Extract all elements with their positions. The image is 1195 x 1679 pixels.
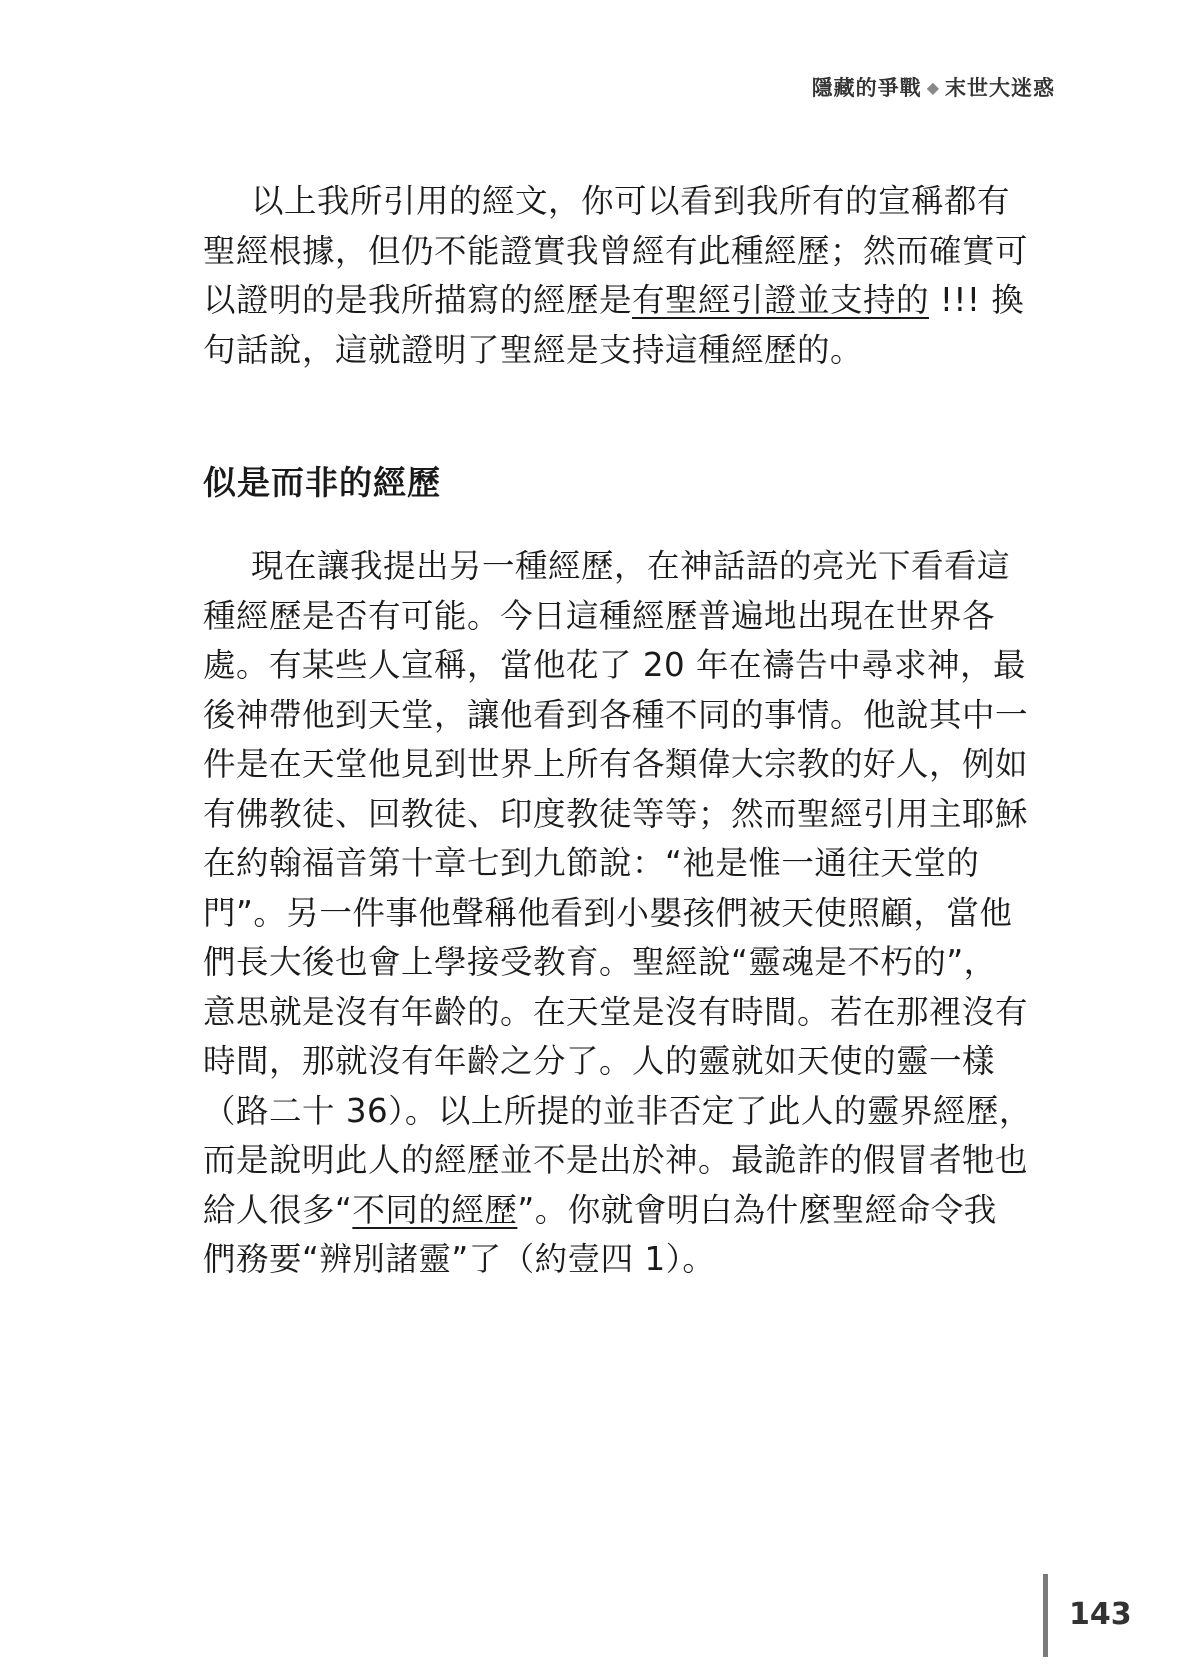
- paragraph-line: 件是在天堂他見到世界上所有各類偉大宗教的好人，例如: [203, 745, 1029, 783]
- underlined-phrase: 有聖經引證並支持的: [632, 281, 930, 319]
- running-header: [812, 72, 1055, 102]
- paragraph-line: 聖經根據，但仍不能證實我曾經有此種經歷；然而確實可: [203, 231, 1029, 270]
- paragraph-line: [203, 1186, 1048, 1236]
- diamond-separator-icon: ◆: [926, 78, 940, 97]
- folio-bar: [1043, 1574, 1048, 1657]
- line-text: 以證明的是我所描寫的經歷是: [203, 281, 633, 319]
- paragraph-line: 以上我所引用的經文，你可以看到我所有的宣稱都有: [251, 182, 1011, 220]
- line-text: !!! 換: [929, 281, 1025, 319]
- paragraph-1: [203, 177, 1048, 375]
- page-body: [203, 177, 1048, 1285]
- paragraph-line: 後神帶他到天堂，讓他看到各種不同的事情。他說其中一: [203, 695, 1029, 734]
- paragraph-line: 句話說，這就證明了聖經是支持這種經歷的。: [203, 330, 864, 369]
- paragraph-line: 們長大後也會上學接受教育。聖經說“靈魂是不朽的”，: [203, 943, 997, 981]
- paragraph-line: 時間，那就沒有年齡之分了。人的靈就如天使的靈一樣: [203, 1042, 996, 1080]
- paragraph-line: 種經歷是否有可能。今日這種經歷普遍地出現在世界各: [203, 596, 996, 635]
- page-number: 143: [1069, 1597, 1132, 1632]
- paragraph-line: [203, 276, 1048, 326]
- paragraph-line: 意思就是沒有年齡的。在天堂是沒有時間。若在那裡沒有: [203, 992, 1029, 1031]
- paragraph-line: 現在讓我提出另一種經歷，在神話語的亮光下看看這: [251, 547, 1011, 585]
- book-title: 隱藏的爭戰: [811, 76, 922, 100]
- paragraph-line: 們務要“辨別諸靈”了（約壹四 1）。: [203, 1240, 716, 1278]
- underlined-phrase: 不同的經歷: [352, 1190, 518, 1229]
- paragraph-line: 在約翰福音第十章七到九節說：“祂是惟一通往天堂的: [203, 844, 980, 882]
- paragraph-line: 而是說明此人的經歷並不是出於神。最詭詐的假冒者牠也: [203, 1141, 1029, 1179]
- paragraph-line: 處。有某些人宣稱，當他花了 20 年在禱告中尋求神，最: [203, 646, 1027, 684]
- chapter-title: 末世大迷惑: [945, 76, 1055, 100]
- paragraph-line: 門”。另一件事他聲稱他看到小嬰孩們被天使照顧，當他: [203, 893, 1013, 932]
- paragraph-line: （路二十 36）。以上所提的並非否定了此人的靈界經歷，: [203, 1091, 1032, 1130]
- line-text: 給人很多“: [203, 1190, 353, 1229]
- paragraph-line: 有佛教徒、回教徒、印度教徒等等；然而聖經引用主耶穌: [203, 794, 1029, 833]
- line-text: ”。你就會明白為什麼聖經命令我: [517, 1190, 997, 1229]
- section-heading: 似是而非的經歷: [203, 463, 441, 502]
- paragraph-2: [203, 542, 1048, 1285]
